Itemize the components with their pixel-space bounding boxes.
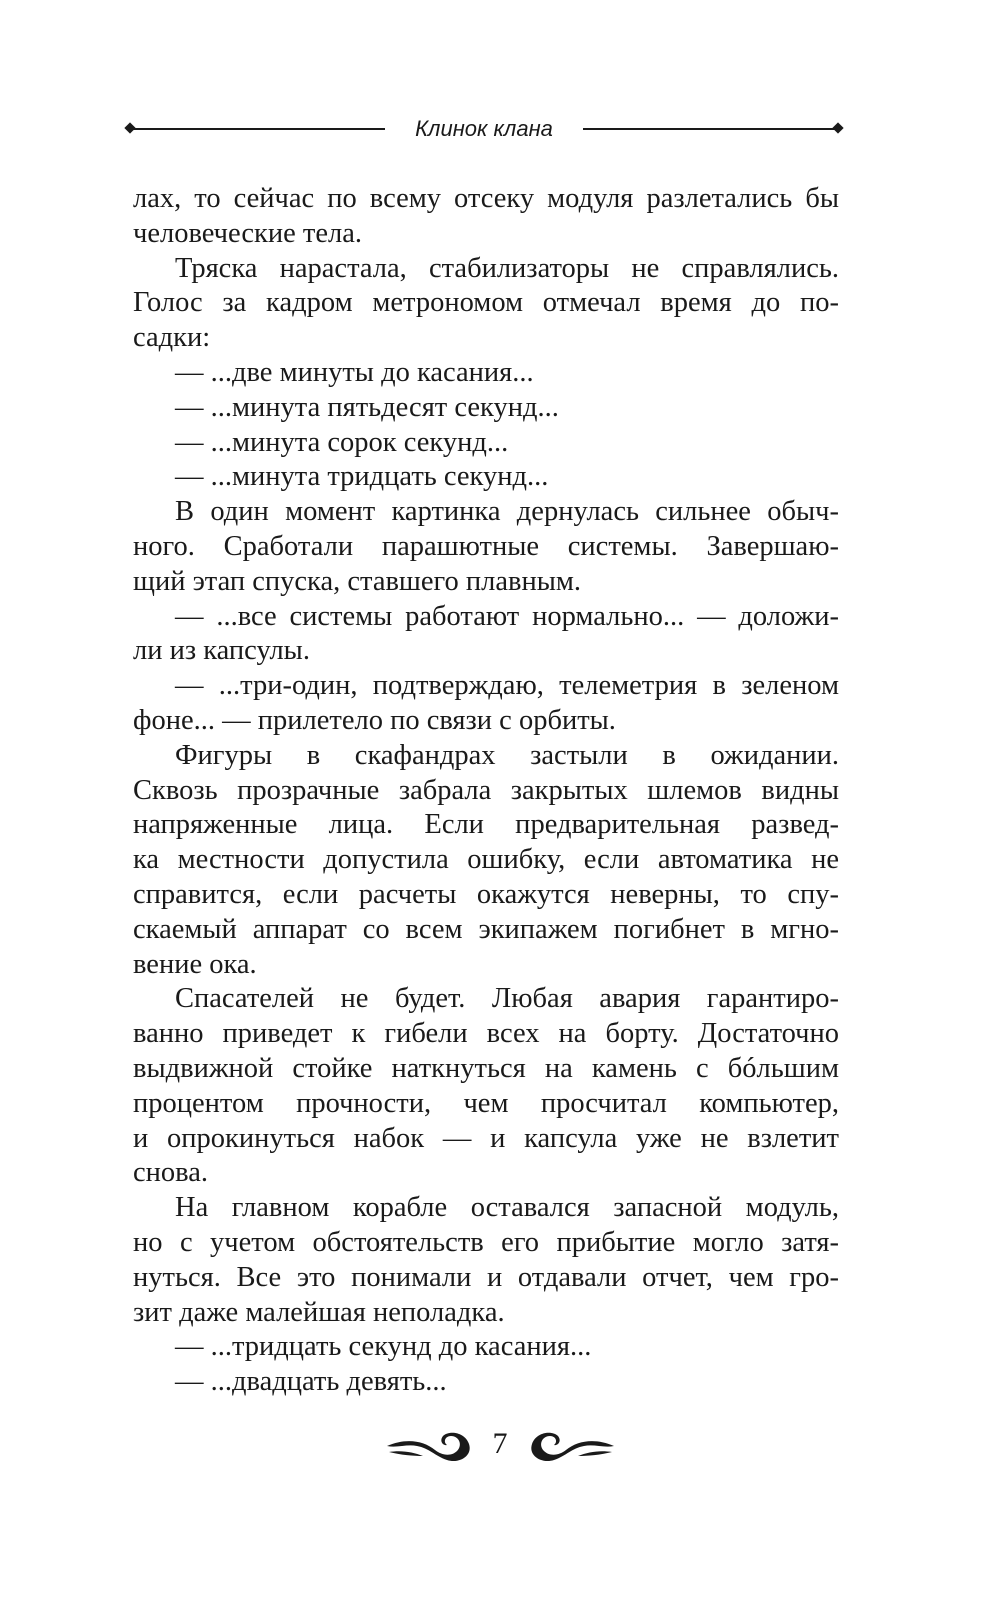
text-line: вение ока. bbox=[133, 948, 257, 980]
header-rule-right bbox=[583, 128, 838, 130]
text-line: ного. Сработали парашютные системы. Завершаю- bbox=[133, 530, 839, 562]
text-line: — ...две минуты до касания... bbox=[175, 356, 534, 388]
text-line: Голос за кадром метрономом отмечал время до по- bbox=[133, 287, 839, 319]
text-line: — ...минута пятьдесят секунд... bbox=[175, 391, 559, 423]
text-line: В один момент картинка дернулась сильнее обыч- bbox=[175, 496, 839, 528]
text-line: Тряска нарастала, стабилизаторы не справлялись. bbox=[175, 252, 839, 284]
page-number: 7 bbox=[492, 1427, 508, 1460]
text-line: зит даже малейшая неполадка. bbox=[133, 1296, 505, 1328]
text-line: справится, если расчеты окажутся неверны, то спу- bbox=[133, 878, 839, 910]
swirl-ornament-left-icon bbox=[385, 1424, 475, 1464]
text-line: напряженные лица. Если предварительная развед- bbox=[133, 809, 839, 841]
text-line: — ...минута тридцать секунд... bbox=[175, 461, 549, 493]
header-rule-left bbox=[130, 128, 385, 130]
text-line: — ...двадцать девять... bbox=[175, 1366, 447, 1398]
running-header bbox=[130, 114, 838, 144]
text-line: — ...минута сорок секунд... bbox=[175, 426, 509, 458]
text-line: На главном корабле оставался запасной модуль, bbox=[175, 1192, 839, 1224]
text-line: ли из капсулы. bbox=[133, 635, 310, 667]
text-line: фоне... — прилетело по связи с орбиты. bbox=[133, 704, 616, 736]
text-line: Фигуры в скафандрах застыли в ожидании. bbox=[175, 739, 839, 771]
text-line: — ...все системы работают нормально... — доложи- bbox=[175, 600, 839, 632]
text-line: щий этап спуска, ставшего плавным. bbox=[133, 565, 582, 597]
text-line: снова. bbox=[133, 1157, 209, 1189]
text-line: но с учетом обстоятельств его прибытие могло затя- bbox=[133, 1226, 839, 1258]
text-line: лах, то сейчас по всему отсеку модуля разлетались бы bbox=[133, 183, 839, 214]
text-line: скаемый аппарат со всем экипажем погибнет в мгно- bbox=[133, 913, 839, 945]
text-line: процентом прочности, чем просчитал компьютер, bbox=[133, 1087, 839, 1119]
text-line: Сквозь прозрачные забрала закрытых шлемов видны bbox=[133, 774, 839, 806]
text-line: и опрокинуться набок — и капсула уже не взлетит bbox=[133, 1122, 839, 1154]
text-line: нуться. Все это понимали и отдавали отчет, чем гро- bbox=[133, 1261, 839, 1293]
text-line: человеческие тела. bbox=[133, 217, 363, 249]
body-text bbox=[133, 182, 839, 1400]
text-line: — ...тридцать секунд до касания... bbox=[175, 1331, 592, 1363]
swirl-ornament-right-icon bbox=[526, 1424, 616, 1464]
text-line: выдвижной стойке наткнуться на камень с бóльшим bbox=[133, 1052, 839, 1084]
text-line: ка местности допустила ошибку, если автоматика не bbox=[133, 844, 839, 876]
text-line: Спасателей не будет. Любая авария гарантиро- bbox=[175, 983, 839, 1015]
text-line: ванно приведет к гибели всех на борту. Достаточно bbox=[133, 1018, 839, 1050]
text-line: — ...три-один, подтверждаю, телеметрия в зеленом bbox=[175, 670, 839, 702]
page-footer bbox=[360, 1416, 640, 1472]
running-title: Клинок клана bbox=[415, 116, 553, 141]
text-line: садки: bbox=[133, 322, 211, 354]
